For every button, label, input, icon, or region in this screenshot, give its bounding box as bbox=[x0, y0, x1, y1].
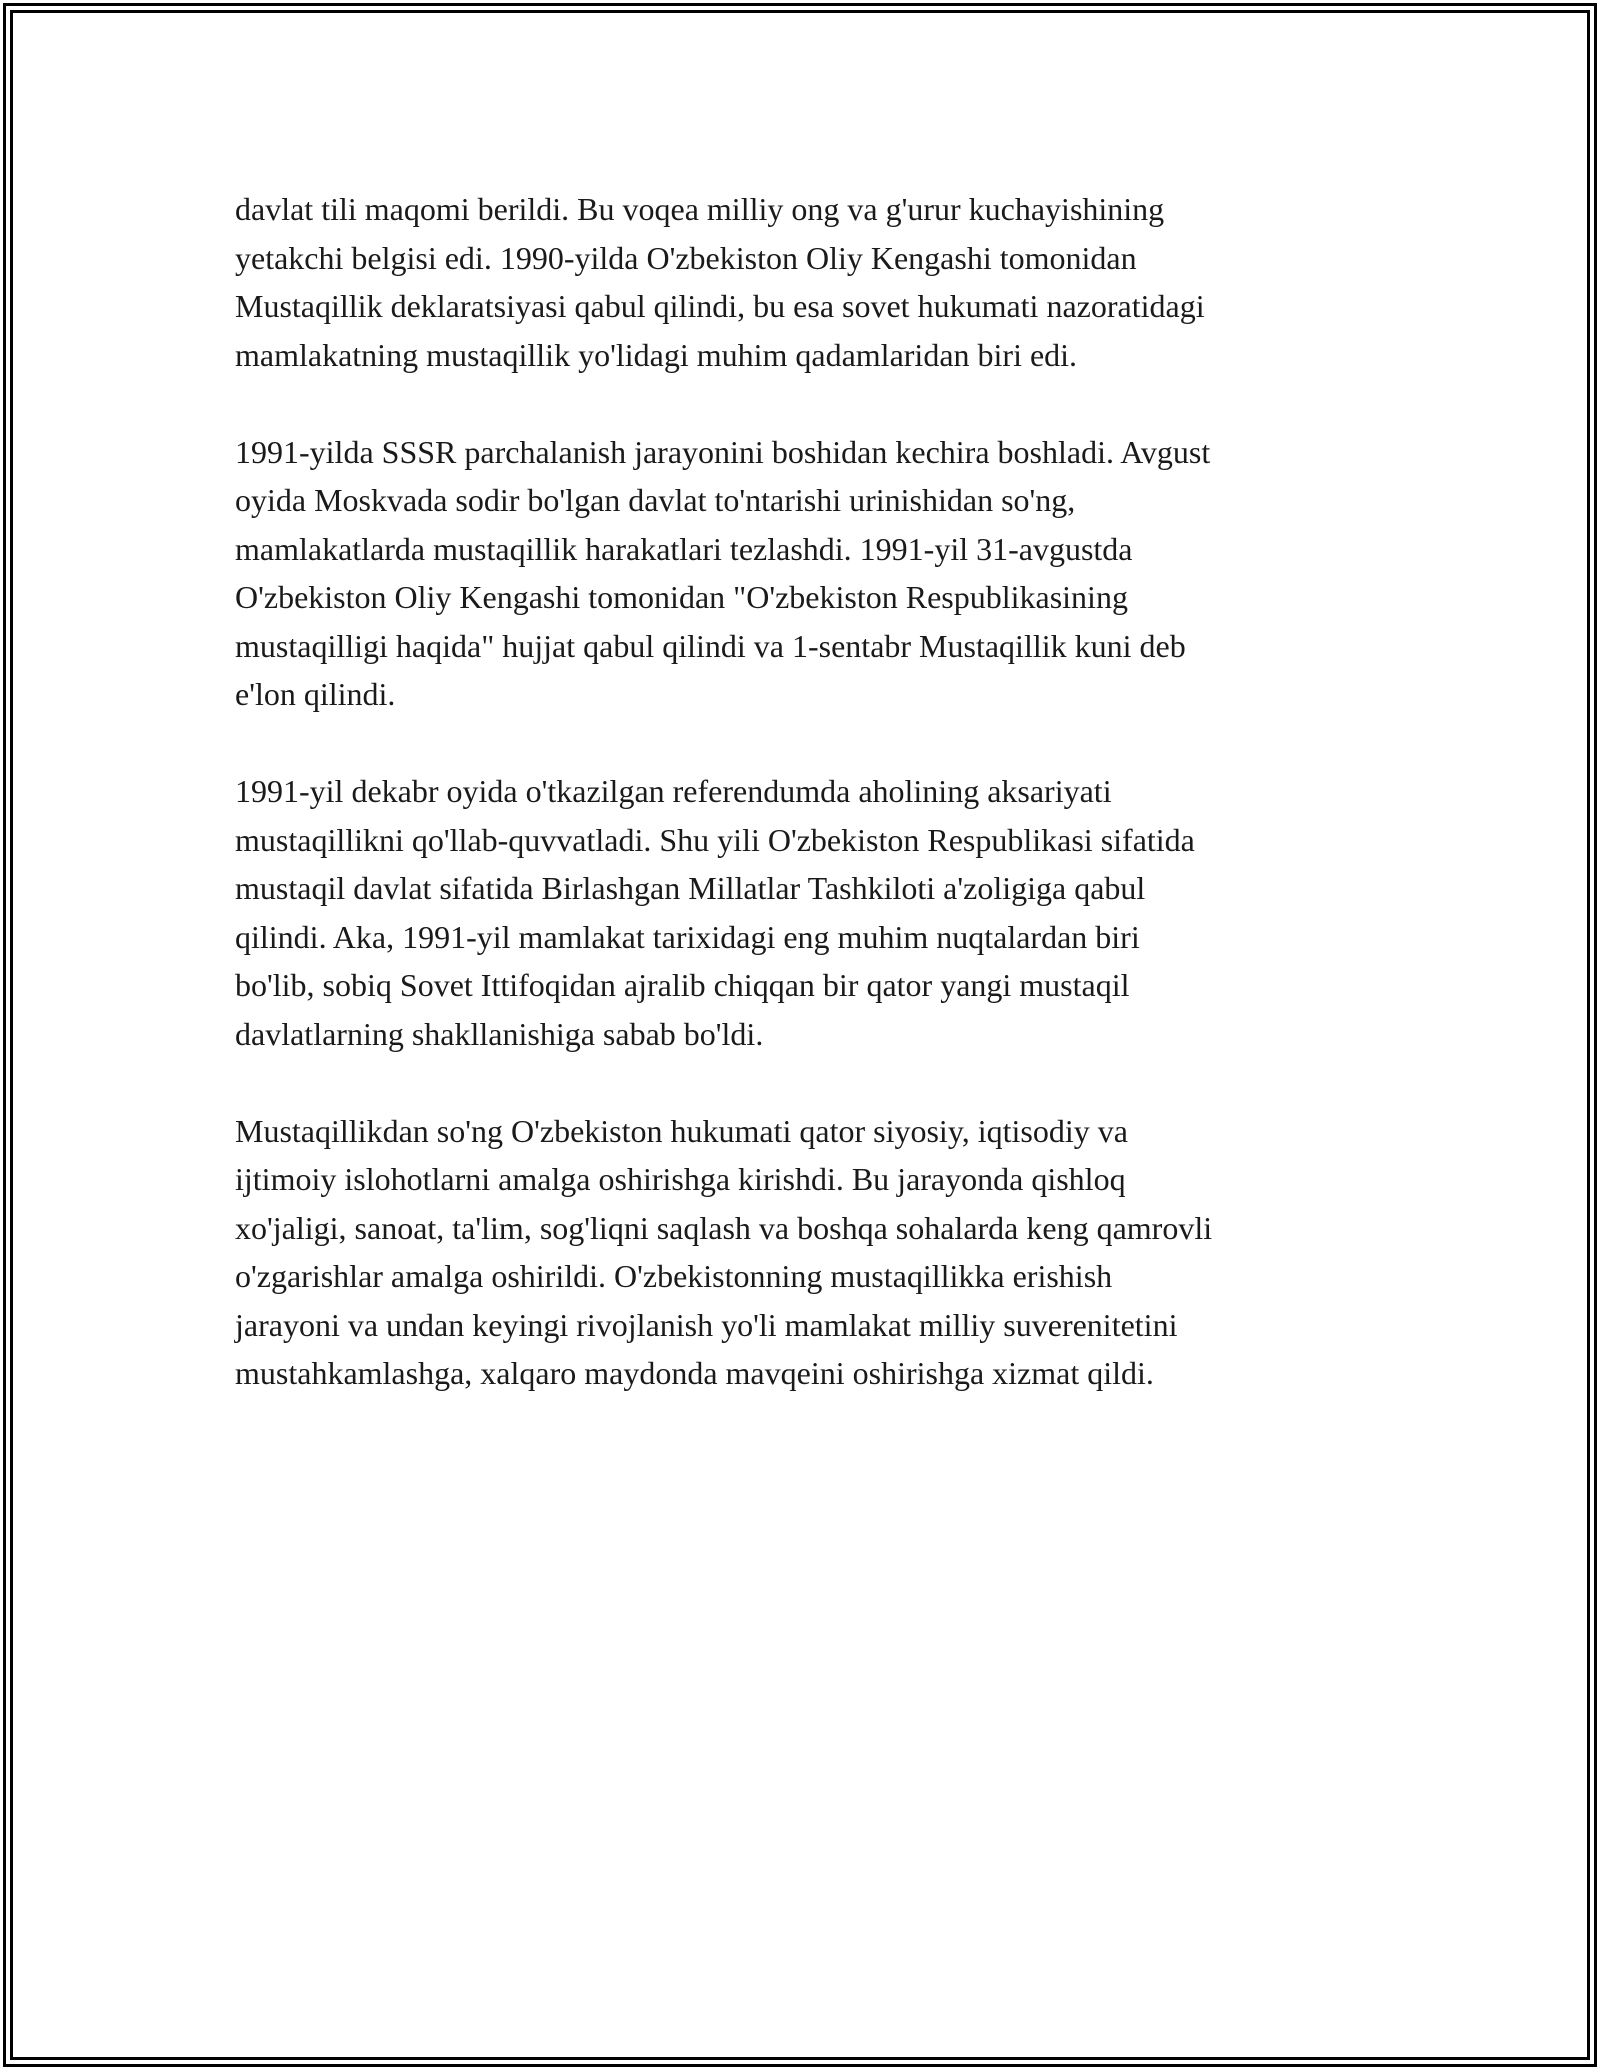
paragraph-3 bbox=[235, 767, 1365, 1058]
paragraph-4 bbox=[235, 1107, 1365, 1398]
paragraph-1 bbox=[235, 185, 1365, 379]
text-line: mamlakatning mustaqillik yo'lidagi muhim qadamlaridan biri edi. bbox=[235, 336, 1078, 373]
text-line: mustaqillikni qo'llab-quvvatladi. Shu yili O'zbekiston Respublikasi sifatida bbox=[235, 821, 1195, 858]
text-line: O'zbekiston Oliy Kengashi tomonidan "O'zbekiston Respublikasining bbox=[235, 579, 1128, 615]
text-line: qilindi. Aka, 1991-yil mamlakat tarixidagi eng muhim nuqtalardan biri bbox=[235, 918, 1140, 955]
text-line: Mustaqillik deklaratsiyasi qabul qilindi, bu esa sovet hukumati nazoratidagi bbox=[235, 288, 1205, 324]
text-line: mamlakatlarda mustaqillik harakatlari tezlashdi. 1991-yil 31-avgustda bbox=[235, 530, 1133, 567]
text-line: davlat tili maqomi berildi. Bu voqea milliy ong va g'urur kuchayishining bbox=[235, 191, 1165, 227]
text-line: mustaqil davlat sifatida Birlashgan Millatlar Tashkiloti a'zoligiga qabul bbox=[235, 870, 1146, 906]
text-line: oyida Moskvada sodir bo'lgan davlat to'ntarishi urinishidan so'ng, bbox=[235, 482, 1076, 518]
text-line: 1991-yilda SSSR parchalanish jarayonini boshidan kechira boshladi. Avgust bbox=[235, 433, 1211, 470]
text-line: o'zgarishlar amalga oshirildi. O'zbekistonning mustaqillikka erishish bbox=[235, 1258, 1113, 1294]
text-line: ijtimoiy islohotlarni amalga oshirishga kirishdi. Bu jarayonda qishloq bbox=[235, 1161, 1126, 1197]
text-line: bo'lib, sobiq Sovet Ittifoqidan ajralib chiqqan bir qator yangi mustaqil bbox=[235, 967, 1130, 1003]
text-line: mustaqilligi haqida" hujjat qabul qilindi va 1-sentabr Mustaqillik kuni deb bbox=[235, 627, 1186, 664]
text-line: yetakchi belgisi edi. 1990-yilda O'zbekiston Oliy Kengashi tomonidan bbox=[235, 239, 1137, 276]
text-line: 1991-yil dekabr oyida o'tkazilgan referendumda aholining aksariyati bbox=[235, 773, 1112, 809]
text-line: davlatlarning shakllanishiga sabab bo'ldi. bbox=[235, 1015, 764, 1052]
text-line: mustahkamlashga, xalqaro maydonda mavqeini oshirishga xizmat qildi. bbox=[235, 1355, 1154, 1391]
text-line: xo'jaligi, sanoat, ta'lim, sog'liqni saqlash va boshqa sohalarda keng qamrovli bbox=[235, 1209, 1213, 1246]
text-line: Mustaqillikdan so'ng O'zbekiston hukumati qator siyosiy, iqtisodiy va bbox=[235, 1112, 1128, 1149]
text-line: jarayoni va undan keyingi rivojlanish yo'li mamlakat milliy suverenitetini bbox=[235, 1306, 1178, 1343]
paragraph-2 bbox=[235, 428, 1365, 719]
document-body bbox=[235, 185, 1365, 1446]
text-line: e'lon qilindi. bbox=[235, 676, 396, 712]
